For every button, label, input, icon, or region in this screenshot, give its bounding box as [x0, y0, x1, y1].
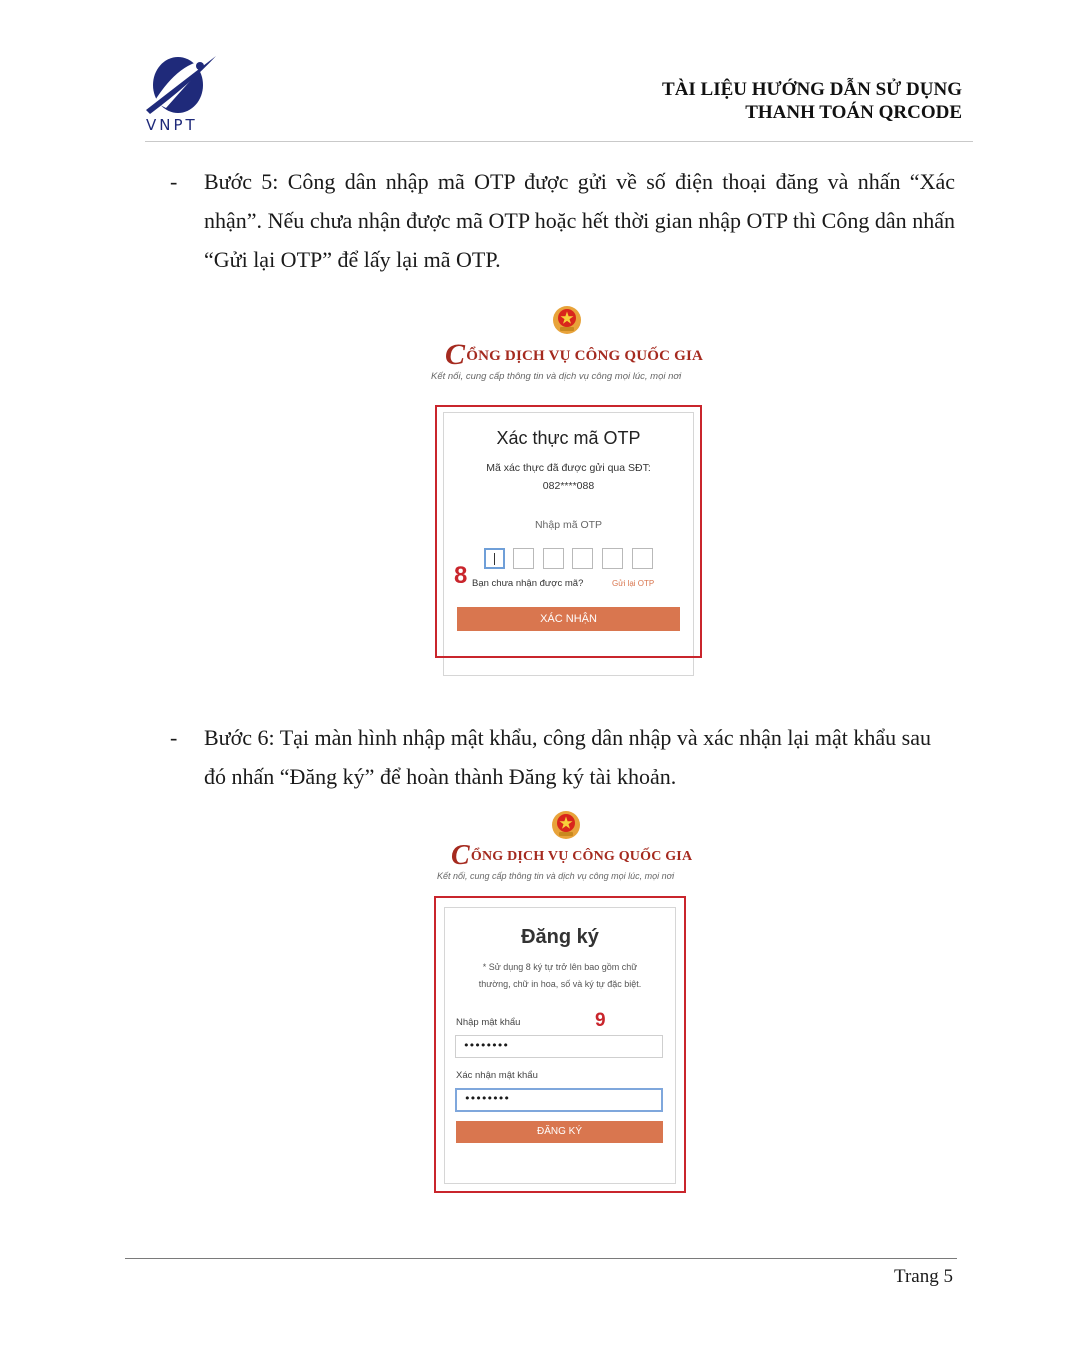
otp-digit-1[interactable] [484, 548, 505, 569]
vnpt-logo-icon [140, 52, 220, 118]
portal-title-initial: C [445, 338, 466, 371]
resend-otp-link[interactable]: Gửi lại OTP [612, 579, 655, 588]
portal-title-2 [451, 840, 692, 872]
otp-sent-message: Mã xác thực đã được gửi qua SĐT: [486, 462, 651, 474]
portal-title-initial: C [451, 840, 470, 871]
otp-digit-3[interactable] [543, 548, 564, 569]
step-5-text: Bước 5: Công dân nhập mã OTP được gửi về số điện thoại đăng và nhấn “Xác nhận”. Nếu chưa nhận được mã OTP hoặc hết thời gian nhập OTP thì Công dân nhấn “Gửi lại OTP” để lấy lại mã OTP. [204, 169, 955, 272]
bullet-dash: - [170, 725, 178, 750]
step-6-text: Bước 6: Tại màn hình nhập mật khẩu, công dân nhập và xác nhận lại mật khẩu sau đó nhấn “Đăng ký” để hoàn thành Đăng ký tài khoản. [204, 725, 931, 789]
vnpt-logo-text: VNPT [146, 116, 198, 134]
step-marker-9: 9 [595, 1010, 606, 1031]
password-input[interactable]: •••••••• [455, 1035, 663, 1058]
password-hint-line1: * Sử dụng 8 ký tự trở lên bao gồm chữ [482, 962, 638, 972]
portal-title-text: ỔNG DỊCH VỤ CÔNG QUỐC GIA [466, 348, 704, 364]
document-title-line2: THANH TOÁN QRCODE [745, 102, 962, 123]
bullet-dash: - [170, 169, 178, 194]
document-title-line1: TÀI LIỆU HƯỚNG DẪN SỬ DỤNG [662, 79, 962, 100]
otp-digit-2[interactable] [513, 548, 534, 569]
portal-subtitle-2: Kết nối, cung cấp thông tin và dịch vụ công mọi lúc, mọi nơi [437, 871, 675, 881]
page-number: Trang 5 [894, 1266, 953, 1287]
step-marker-8: 8 [454, 562, 468, 589]
document-title [662, 78, 962, 124]
otp-input-label: Nhập mã OTP [534, 519, 603, 531]
otp-digit-5[interactable] [602, 548, 623, 569]
national-emblem-icon [551, 810, 581, 840]
otp-digit-6[interactable] [632, 548, 653, 569]
footer-divider [125, 1258, 957, 1259]
password-label: Nhập mật khẩu [456, 1017, 521, 1028]
national-emblem-icon [552, 305, 582, 335]
confirm-password-input[interactable]: •••••••• [455, 1088, 663, 1112]
step-6-paragraph [170, 718, 955, 796]
portal-subtitle-1: Kết nối, cung cấp thông tin và dịch vụ công mọi lúc, mọi nơi [431, 371, 682, 382]
confirm-otp-button[interactable]: XÁC NHẬN [457, 607, 680, 631]
otp-not-received-text: Bạn chưa nhận được mã? [472, 578, 584, 589]
portal-title-text: ỔNG DỊCH VỤ CÔNG QUỐC GIA [470, 849, 693, 864]
register-title: Đăng ký [521, 926, 599, 948]
otp-title: Xác thực mã OTP [496, 428, 641, 448]
confirm-password-label: Xác nhận mật khẩu [456, 1070, 538, 1081]
national-emblem-1 [552, 305, 582, 340]
step-5-paragraph [170, 162, 955, 279]
otp-phone-number: 082****088 [542, 480, 595, 492]
header-divider [145, 141, 973, 142]
otp-digit-4[interactable] [572, 548, 593, 569]
portal-title-1 [445, 338, 703, 372]
password-hint-line2: thường, chữ in hoa, số và ký tự đặc biệt. [478, 979, 642, 989]
register-button[interactable]: ĐĂNG KÝ [456, 1121, 663, 1143]
